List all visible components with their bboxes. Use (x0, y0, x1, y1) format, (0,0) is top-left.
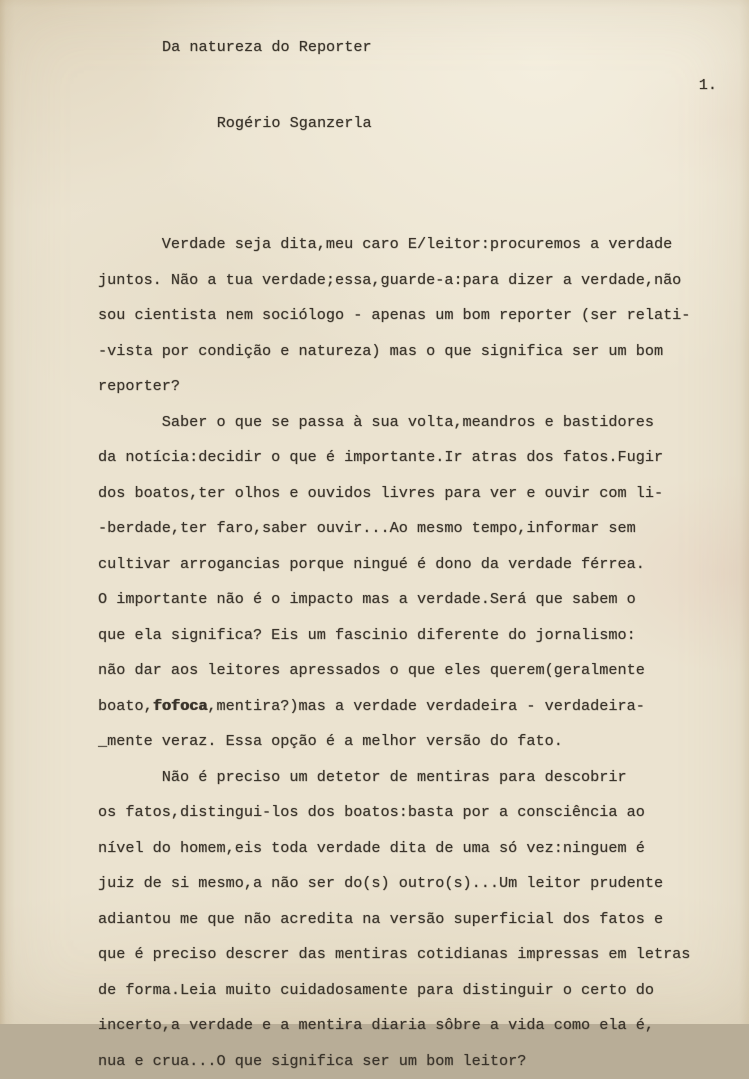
text-line: -berdade,ter faro,saber ouvir...Ao mesmo tempo,informar sem (98, 511, 721, 547)
document-author: Rogério Sganzerla (217, 114, 372, 132)
document-title: Da natureza do Reporter (98, 28, 721, 66)
text-line: dos boatos,ter olhos e ouvidos livres para ver e ouvir com li- (98, 476, 721, 512)
text-line: O importante não é o impacto mas a verdade.Será que sabem o (98, 582, 721, 618)
author-line (98, 66, 721, 218)
text-line: da notícia:decidir o que é importante.Ir atras dos fatos.Fugir (98, 440, 721, 476)
text-line: de forma.Leia muito cuidadosamente para distinguir o certo do (98, 973, 721, 1009)
page-number: 1. (699, 66, 717, 104)
text-line: os fatos,distingui-los dos boatos:basta por a consciência ao (98, 795, 721, 831)
document-body (98, 227, 721, 1079)
text-line: Verdade seja dita,meu caro E/leitor:procuremos a verdade (98, 227, 721, 263)
typewritten-content (98, 28, 721, 1079)
text-line: nua e crua...O que significa ser um bom leitor? (98, 1044, 721, 1079)
text-line: sou cientista nem sociólogo - apenas um bom reporter (ser relati- (98, 298, 721, 334)
text-segment: ,mentira?)mas a verdade verdadeira - verdadeira- (207, 697, 644, 715)
text-line: juntos. Não a tua verdade;essa,guarde-a:para dizer a verdade,não (98, 263, 721, 299)
overstruck-word: fofoca (153, 697, 208, 715)
text-line: reporter? (98, 369, 721, 405)
text-line: incerto,a verdade e a mentira diaria sôbre a vida como ela é, (98, 1008, 721, 1044)
text-line: Saber o que se passa à sua volta,meandros e bastidores (98, 405, 721, 441)
text-line: que ela significa? Eis um fascinio diferente do jornalismo: (98, 618, 721, 654)
text-line: não dar aos leitores apressados o que eles querem(geralmente (98, 653, 721, 689)
text-segment: boato, (98, 697, 153, 715)
text-line: _mente veraz. Essa opção é a melhor versão do fato. (98, 724, 721, 760)
text-line (98, 689, 721, 725)
text-line: -vista por condição e natureza) mas o que significa ser um bom (98, 334, 721, 370)
text-line: juiz de si mesmo,a não ser do(s) outro(s)...Um leitor prudente (98, 866, 721, 902)
text-line: que é preciso descrer das mentiras cotidianas impressas em letras (98, 937, 721, 973)
text-line: Não é preciso um detetor de mentiras para descobrir (98, 760, 721, 796)
text-line: cultivar arrogancias porque ningué é dono da verdade férrea. (98, 547, 721, 583)
text-line: adiantou me que não acredita na versão superficial dos fatos e (98, 902, 721, 938)
text-line: nível do homem,eis toda verdade dita de uma só vez:ninguem é (98, 831, 721, 867)
